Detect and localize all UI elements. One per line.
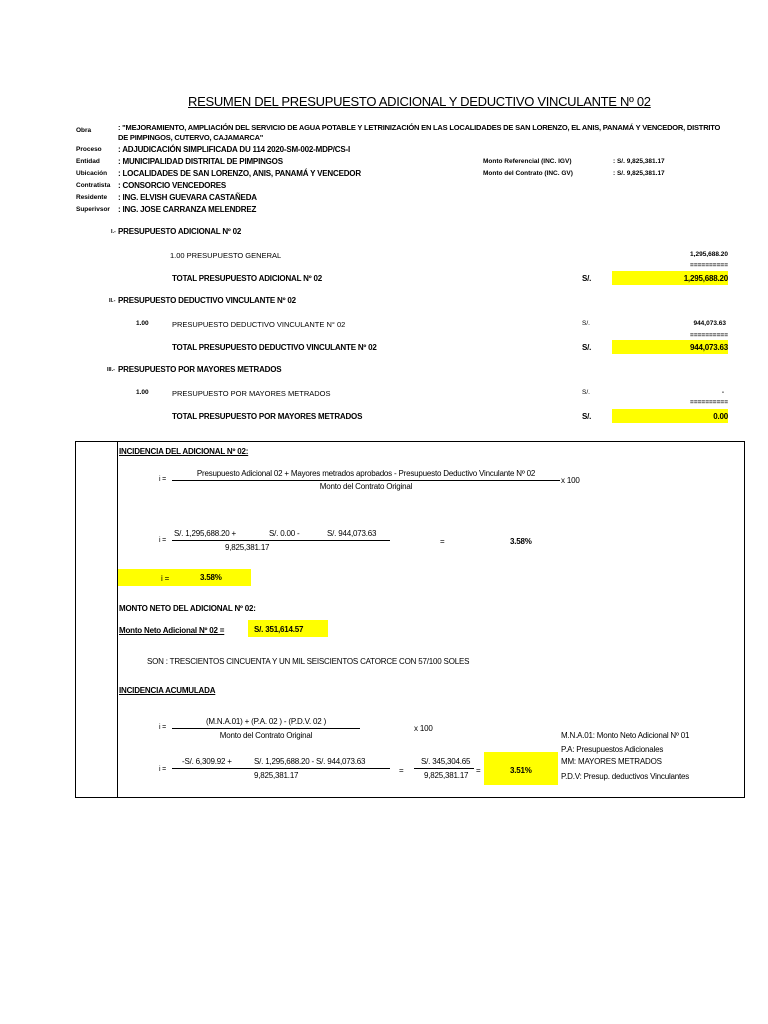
- acumulada-calc-equals: =: [399, 766, 404, 775]
- acumulada-formula-denominator: Monto del Contrato Original: [219, 731, 313, 740]
- incidencia-formula-fraction-bar: [172, 480, 560, 481]
- monto-neto-value: S/. 351,614.57: [254, 625, 304, 634]
- incidencia-i-label: i =: [161, 574, 170, 583]
- incidencia-calc-fraction-bar: [172, 540, 390, 541]
- supervisor-value: : ING. JOSE CARRANZA MELENDREZ: [118, 205, 257, 214]
- entidad-value: : MUNICIPALIDAD DISTRITAL DE PIMPINGOS: [118, 157, 283, 166]
- acumulada-result: 3.51%: [510, 766, 532, 775]
- acumulada-calc-term-pa-pdv: S/. 1,295,688.20 - S/. 944,073.63: [254, 757, 366, 766]
- section3-item-number: 1.00: [136, 389, 149, 396]
- obra-label: Obra: [76, 127, 92, 134]
- proceso-label: Proceso: [76, 146, 102, 153]
- section3-total-label: TOTAL PRESUPUESTO POR MAYORES METRADOS: [172, 412, 363, 421]
- section3-item-currency: S/.: [582, 389, 590, 396]
- section3-item-value: -: [721, 389, 724, 396]
- section2-total-value: 944,073.63: [612, 340, 728, 354]
- section3-total-value: 0.00: [612, 409, 728, 423]
- section3-item: PRESUPUESTO POR MAYORES METRADOS: [172, 389, 331, 398]
- acumulada-frac2-denominator: 9,825,381.17: [424, 771, 469, 780]
- acumulada-formula-numerator: (M.N.A.01) + (P.A. 02 ) - (P.D.V. 02 ): [205, 717, 327, 726]
- incidencia-heading: INCIDENCIA DEL ADICIONAL Nº 02:: [119, 447, 249, 456]
- section3-separator: ==========: [690, 399, 728, 406]
- contratista-value: : CONSORCIO VENCEDORES: [118, 181, 227, 190]
- ubicacion-label: Ubicación: [76, 170, 108, 177]
- incidencia-calc-denominator: 9,825,381.17: [225, 543, 270, 552]
- incidencia-i-eq: i =: [159, 476, 166, 483]
- page-title: RESUMEN DEL PRESUPUESTO ADICIONAL Y DEDUCTIVO VINCULANTE Nº 02: [188, 94, 651, 109]
- section1-number: I.-: [111, 229, 116, 235]
- legend-mm: MM: MAYORES METRADOS: [561, 757, 662, 766]
- calculation-box-divider: [117, 441, 118, 797]
- legend-mna01: M.N.A.01: Monto Neto Adicional Nº 01: [561, 731, 690, 740]
- incidencia-calc-i-eq: i =: [159, 537, 166, 544]
- acumulada-heading: INCIDENCIA ACUMULADA: [119, 686, 216, 695]
- legend-pdv: P.D.V: Presup. deductivos Vinculantes: [561, 772, 690, 781]
- section1-item: 1.00 PRESUPUESTO GENERAL: [170, 251, 282, 260]
- obra-line1: : "MEJORAMIENTO, AMPLIACIÓN DEL SERVICIO DE AGUA POTABLE Y LETRINIZACIÓN EN LAS LOCALIDADES DE SAN LORENZO, EL ANIS, PANAMÁ Y VENCEDOR, DISTRITO: [118, 123, 721, 132]
- section1-total-value: 1,295,688.20: [612, 271, 728, 285]
- section2-currency: S/.: [582, 343, 592, 352]
- incidencia-i-value: 3.58%: [200, 573, 222, 582]
- contratista-label: Contratista: [76, 182, 111, 189]
- acumulada-frac2-numerator: S/. 345,304.65: [421, 757, 471, 766]
- acumulada-calc-fraction-bar: [172, 768, 390, 769]
- section2-separator: ==========: [690, 332, 728, 339]
- section3-heading: PRESUPUESTO POR MAYORES METRADOS: [118, 365, 282, 374]
- section3-number: III.-: [107, 367, 115, 373]
- residente-label: Residente: [76, 194, 108, 201]
- acumulada-formula-fraction-bar: [172, 728, 360, 729]
- obra-line2: DE PIMPINGOS, CUTERVO, CAJAMARCA": [118, 133, 264, 142]
- incidencia-x100: x 100: [561, 476, 580, 485]
- acumulada-calc-denominator: 9,825,381.17: [254, 771, 299, 780]
- section2-total-label: TOTAL PRESUPUESTO DEDUCTIVO VINCULANTE Nº 02: [172, 343, 377, 352]
- monto-neto-label: Monto Neto Adicional Nº 02 =: [119, 626, 225, 635]
- incidencia-calc-term-adicional: S/. 1,295,688.20 +: [174, 529, 237, 538]
- incidencia-calc-term-deductivo: S/. 944,073.63: [327, 529, 377, 538]
- section1-currency: S/.: [582, 274, 592, 283]
- monto-referencial-label: Monto Referencial (INC. IGV): [483, 158, 572, 165]
- acumulada-frac2-equals: =: [476, 766, 481, 775]
- section1-heading: PRESUPUESTO ADICIONAL Nº 02: [118, 227, 242, 236]
- monto-contrato-value: : S/. 9,825,381.17: [613, 170, 665, 177]
- acumulada-calc-i-eq: i =: [159, 766, 166, 773]
- acumulada-i-eq: i =: [159, 724, 166, 731]
- section1-total-label: TOTAL PRESUPUESTO ADICIONAL Nº 02: [172, 274, 322, 283]
- residente-value: : ING. ELVISH GUEVARA CASTAÑEDA: [118, 193, 257, 202]
- ubicacion-value: : LOCALIDADES DE SAN LORENZO, ANIS, PANAMÁ Y VENCEDOR: [118, 169, 361, 178]
- monto-neto-son: SON : TRESCIENTOS CINCUENTA Y UN MIL SEISCIENTOS CATORCE CON 57/100 SOLES: [147, 657, 470, 666]
- section2-item: PRESUPUESTO DEDUCTIVO VINCULANTE N° 02: [172, 320, 346, 329]
- incidencia-formula-denominator: Monto del Contrato Original: [319, 482, 413, 491]
- section2-item-currency: S/.: [582, 320, 590, 327]
- incidencia-calc-equals: =: [440, 537, 445, 546]
- entidad-label: Entidad: [76, 158, 100, 165]
- monto-neto-heading: MONTO NETO DEL ADICIONAL Nº 02:: [119, 604, 256, 613]
- acumulada-x100: x 100: [414, 724, 433, 733]
- monto-referencial-value: : S/. 9,825,381.17: [613, 158, 665, 165]
- section2-item-value: 944,073.63: [693, 320, 726, 327]
- section2-number: II.-: [109, 298, 116, 304]
- section1-item-value: 1,295,688.20: [690, 251, 728, 258]
- proceso-value: : ADJUDICACIÓN SIMPLIFICADA DU 114 2020-SM-002-MDP/CS-I: [118, 145, 351, 154]
- section2-heading: PRESUPUESTO DEDUCTIVO VINCULANTE Nº 02: [118, 296, 296, 305]
- section3-currency: S/.: [582, 412, 592, 421]
- incidencia-result: 3.58%: [510, 537, 532, 546]
- section2-item-number: 1.00: [136, 320, 149, 327]
- incidencia-i-highlight: [118, 569, 251, 586]
- section1-separator: ==========: [690, 262, 728, 269]
- legend-pa: P.A: Presupuestos Adicionales: [561, 745, 664, 754]
- supervisor-label: Superivsor: [76, 206, 110, 213]
- monto-contrato-label: Monto del Contrato (INC. GV): [483, 170, 573, 177]
- incidencia-calc-term-mayores: S/. 0.00 -: [269, 529, 300, 538]
- incidencia-formula-numerator: Presupuesto Adicional 02 + Mayores metrados aprobados - Presupuesto Deductivo Vinculante Nº 02: [196, 469, 536, 478]
- acumulada-calc-term-mna01: -S/. 6,309.92 +: [182, 757, 232, 766]
- acumulada-frac2-fraction-bar: [414, 768, 474, 769]
